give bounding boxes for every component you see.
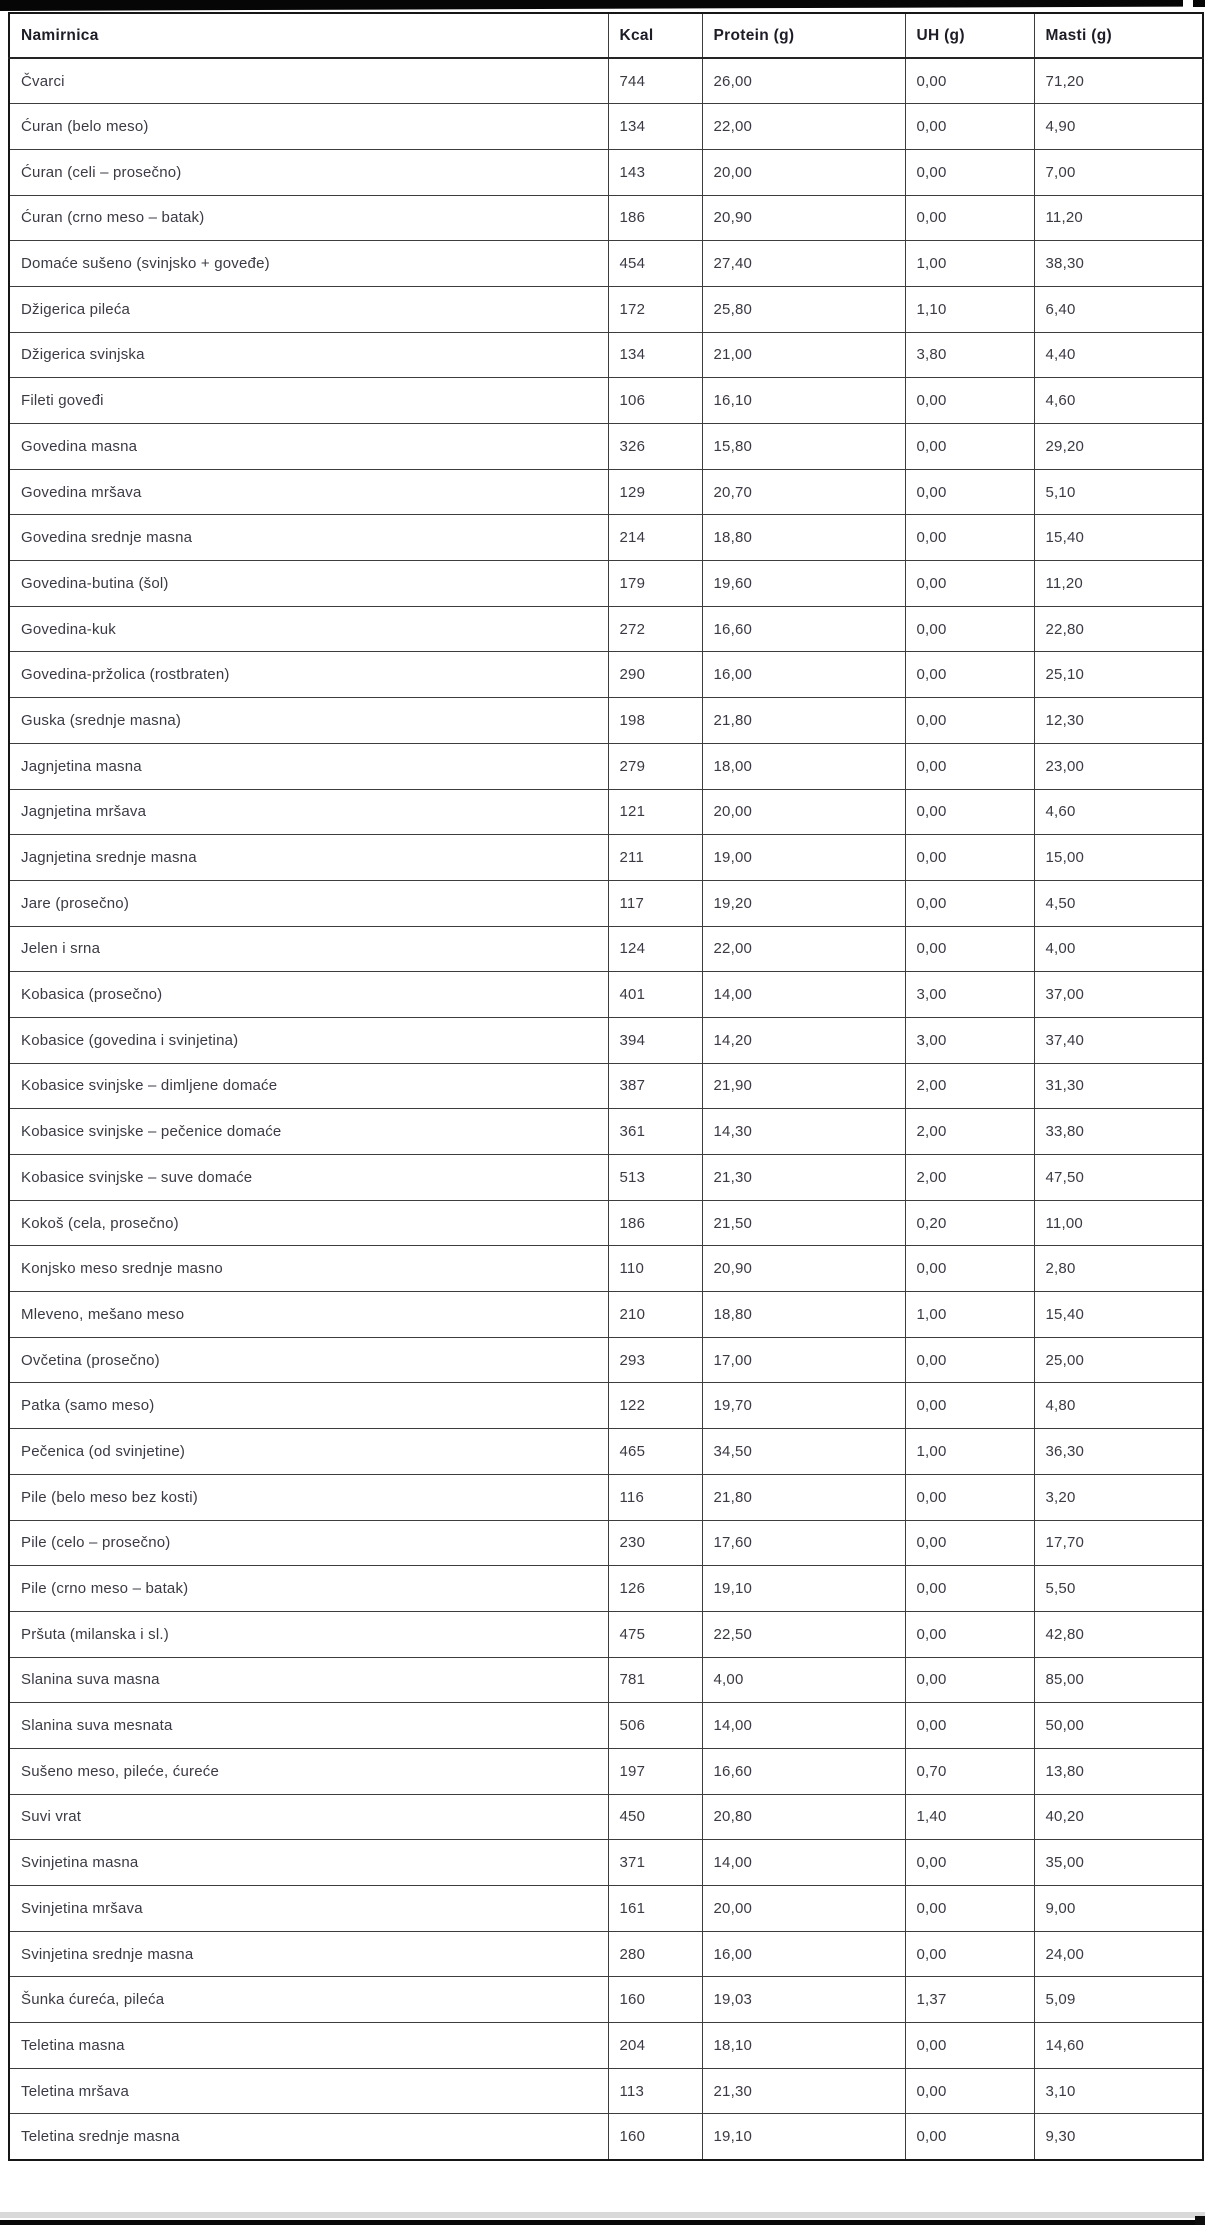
cell-masti: 11,20 [1034, 195, 1203, 241]
table-row [9, 332, 1203, 378]
table-row [9, 424, 1203, 470]
cell-namirnica: Patka (samo meso) [9, 1383, 608, 1429]
cell-masti: 11,00 [1034, 1200, 1203, 1246]
cell-uh: 0,20 [905, 1200, 1034, 1246]
cell-masti: 3,20 [1034, 1474, 1203, 1520]
cell-protein: 34,50 [702, 1429, 905, 1475]
cell-kcal: 113 [608, 2068, 702, 2114]
table-row [9, 58, 1203, 104]
cell-masti: 3,10 [1034, 2068, 1203, 2114]
cell-uh: 0,00 [905, 1337, 1034, 1383]
table-row [9, 1337, 1203, 1383]
table-row [9, 2023, 1203, 2069]
cell-uh: 0,00 [905, 58, 1034, 104]
cell-namirnica: Pršuta (milanska i sl.) [9, 1611, 608, 1657]
column-header-namirnica: Namirnica [9, 13, 608, 58]
cell-uh: 0,00 [905, 789, 1034, 835]
cell-namirnica: Govedina srednje masna [9, 515, 608, 561]
cell-protein: 20,00 [702, 1886, 905, 1932]
cell-namirnica: Ćuran (celi – prosečno) [9, 149, 608, 195]
table-row [9, 1566, 1203, 1612]
table-row [9, 835, 1203, 881]
table-row [9, 1611, 1203, 1657]
cell-uh: 0,00 [905, 149, 1034, 195]
cell-namirnica: Teletina masna [9, 2023, 608, 2069]
table-row [9, 743, 1203, 789]
cell-uh: 0,00 [905, 1566, 1034, 1612]
cell-kcal: 279 [608, 743, 702, 789]
cell-uh: 0,00 [905, 743, 1034, 789]
cell-protein: 22,00 [702, 104, 905, 150]
cell-uh: 0,00 [905, 926, 1034, 972]
cell-protein: 15,80 [702, 424, 905, 470]
cell-uh: 0,00 [905, 1657, 1034, 1703]
cell-kcal: 186 [608, 1200, 702, 1246]
table-row [9, 1794, 1203, 1840]
cell-masti: 71,20 [1034, 58, 1203, 104]
table-row [9, 1520, 1203, 1566]
cell-namirnica: Jagnjetina srednje masna [9, 835, 608, 881]
table-row [9, 1200, 1203, 1246]
table-row [9, 1977, 1203, 2023]
cell-namirnica: Kobasice svinjske – pečenice domaće [9, 1109, 608, 1155]
cell-uh: 2,00 [905, 1063, 1034, 1109]
cell-namirnica: Kobasice svinjske – dimljene domaće [9, 1063, 608, 1109]
cell-protein: 21,50 [702, 1200, 905, 1246]
table-row [9, 789, 1203, 835]
cell-masti: 9,30 [1034, 2114, 1203, 2160]
cell-uh: 0,00 [905, 1611, 1034, 1657]
table-row [9, 1657, 1203, 1703]
cell-uh: 1,00 [905, 1292, 1034, 1338]
cell-protein: 21,90 [702, 1063, 905, 1109]
cell-namirnica: Guska (srednje masna) [9, 698, 608, 744]
cell-uh: 0,00 [905, 1246, 1034, 1292]
cell-uh: 0,00 [905, 1840, 1034, 1886]
cell-kcal: 361 [608, 1109, 702, 1155]
cell-namirnica: Kobasice (govedina i svinjetina) [9, 1017, 608, 1063]
cell-namirnica: Govedina-pržolica (rostbraten) [9, 652, 608, 698]
top-window-edge-bar [0, 0, 1183, 11]
table-row [9, 1155, 1203, 1201]
cell-uh: 0,00 [905, 698, 1034, 744]
cell-masti: 6,40 [1034, 286, 1203, 332]
cell-protein: 21,00 [702, 332, 905, 378]
cell-namirnica: Pile (celo – prosečno) [9, 1520, 608, 1566]
cell-namirnica: Sušeno meso, pileće, ćureće [9, 1748, 608, 1794]
cell-masti: 25,00 [1034, 1337, 1203, 1383]
cell-protein: 20,90 [702, 195, 905, 241]
cell-uh: 0,00 [905, 515, 1034, 561]
cell-masti: 36,30 [1034, 1429, 1203, 1475]
cell-uh: 3,80 [905, 332, 1034, 378]
cell-namirnica: Jelen i srna [9, 926, 608, 972]
cell-namirnica: Svinjetina mršava [9, 1886, 608, 1932]
cell-protein: 19,60 [702, 561, 905, 607]
cell-namirnica: Govedina-butina (šol) [9, 561, 608, 607]
cell-namirnica: Čvarci [9, 58, 608, 104]
cell-masti: 2,80 [1034, 1246, 1203, 1292]
table-row [9, 1383, 1203, 1429]
cell-kcal: 394 [608, 1017, 702, 1063]
cell-namirnica: Kobasica (prosečno) [9, 972, 608, 1018]
cell-uh: 1,10 [905, 286, 1034, 332]
cell-protein: 20,00 [702, 789, 905, 835]
cell-kcal: 121 [608, 789, 702, 835]
table-row [9, 1748, 1203, 1794]
cell-uh: 0,00 [905, 1886, 1034, 1932]
cell-kcal: 513 [608, 1155, 702, 1201]
cell-namirnica: Jagnjetina masna [9, 743, 608, 789]
cell-kcal: 143 [608, 149, 702, 195]
cell-uh: 1,00 [905, 241, 1034, 287]
cell-namirnica: Ovčetina (prosečno) [9, 1337, 608, 1383]
cell-uh: 0,00 [905, 424, 1034, 470]
cell-kcal: 214 [608, 515, 702, 561]
cell-masti: 29,20 [1034, 424, 1203, 470]
cell-namirnica: Govedina masna [9, 424, 608, 470]
table-row [9, 1840, 1203, 1886]
cell-masti: 4,80 [1034, 1383, 1203, 1429]
table-row [9, 926, 1203, 972]
cell-kcal: 186 [608, 195, 702, 241]
cell-masti: 33,80 [1034, 1109, 1203, 1155]
cell-kcal: 230 [608, 1520, 702, 1566]
cell-kcal: 387 [608, 1063, 702, 1109]
cell-uh: 2,00 [905, 1109, 1034, 1155]
cell-kcal: 110 [608, 1246, 702, 1292]
cell-protein: 18,10 [702, 2023, 905, 2069]
cell-namirnica: Džigerica pileća [9, 286, 608, 332]
cell-kcal: 506 [608, 1703, 702, 1749]
cell-protein: 26,00 [702, 58, 905, 104]
cell-protein: 19,03 [702, 1977, 905, 2023]
cell-protein: 20,70 [702, 469, 905, 515]
table-row [9, 1474, 1203, 1520]
cell-kcal: 290 [608, 652, 702, 698]
cell-kcal: 134 [608, 332, 702, 378]
table-row [9, 1429, 1203, 1475]
cell-protein: 20,80 [702, 1794, 905, 1840]
cell-namirnica: Teletina srednje masna [9, 2114, 608, 2160]
cell-protein: 21,30 [702, 1155, 905, 1201]
cell-kcal: 454 [608, 241, 702, 287]
cell-namirnica: Džigerica svinjska [9, 332, 608, 378]
cell-kcal: 210 [608, 1292, 702, 1338]
cell-kcal: 401 [608, 972, 702, 1018]
cell-namirnica: Mleveno, mešano meso [9, 1292, 608, 1338]
cell-kcal: 475 [608, 1611, 702, 1657]
cell-uh: 0,00 [905, 1474, 1034, 1520]
cell-namirnica: Svinjetina srednje masna [9, 1931, 608, 1977]
cell-masti: 4,60 [1034, 789, 1203, 835]
cell-masti: 4,40 [1034, 332, 1203, 378]
table-header-row [9, 13, 1203, 58]
cell-uh: 0,70 [905, 1748, 1034, 1794]
cell-uh: 0,00 [905, 1383, 1034, 1429]
cell-masti: 13,80 [1034, 1748, 1203, 1794]
cell-protein: 18,00 [702, 743, 905, 789]
cell-namirnica: Jagnjetina mršava [9, 789, 608, 835]
cell-namirnica: Suvi vrat [9, 1794, 608, 1840]
cell-uh: 0,00 [905, 2114, 1034, 2160]
cell-protein: 19,70 [702, 1383, 905, 1429]
table-row [9, 2114, 1203, 2160]
cell-protein: 19,10 [702, 1566, 905, 1612]
cell-uh: 2,00 [905, 1155, 1034, 1201]
cell-masti: 4,50 [1034, 880, 1203, 926]
table-row [9, 1931, 1203, 1977]
table-row [9, 149, 1203, 195]
bottom-right-corner-mark [1195, 2216, 1205, 2225]
cell-protein: 16,10 [702, 378, 905, 424]
table-row [9, 515, 1203, 561]
table-row [9, 1886, 1203, 1932]
cell-protein: 17,60 [702, 1520, 905, 1566]
cell-uh: 0,00 [905, 195, 1034, 241]
cell-masti: 15,40 [1034, 1292, 1203, 1338]
cell-uh: 1,40 [905, 1794, 1034, 1840]
table-row [9, 698, 1203, 744]
cell-masti: 42,80 [1034, 1611, 1203, 1657]
cell-uh: 0,00 [905, 1703, 1034, 1749]
cell-masti: 40,20 [1034, 1794, 1203, 1840]
cell-protein: 14,00 [702, 1703, 905, 1749]
cell-kcal: 160 [608, 2114, 702, 2160]
cell-masti: 9,00 [1034, 1886, 1203, 1932]
cell-protein: 25,80 [702, 286, 905, 332]
cell-namirnica: Slanina suva masna [9, 1657, 608, 1703]
table-row [9, 972, 1203, 1018]
cell-uh: 3,00 [905, 1017, 1034, 1063]
cell-protein: 14,00 [702, 972, 905, 1018]
cell-namirnica: Pile (crno meso – batak) [9, 1566, 608, 1612]
cell-uh: 3,00 [905, 972, 1034, 1018]
cell-masti: 7,00 [1034, 149, 1203, 195]
cell-kcal: 371 [608, 1840, 702, 1886]
cell-masti: 23,00 [1034, 743, 1203, 789]
cell-namirnica: Jare (prosečno) [9, 880, 608, 926]
table-row [9, 1017, 1203, 1063]
top-right-corner-mark [1193, 0, 1205, 7]
cell-kcal: 122 [608, 1383, 702, 1429]
cell-masti: 15,40 [1034, 515, 1203, 561]
table-row [9, 1246, 1203, 1292]
cell-namirnica: Kokoš (cela, prosečno) [9, 1200, 608, 1246]
cell-protein: 21,80 [702, 698, 905, 744]
cell-uh: 0,00 [905, 1520, 1034, 1566]
cell-uh: 1,37 [905, 1977, 1034, 2023]
cell-uh: 0,00 [905, 652, 1034, 698]
cell-namirnica: Slanina suva mesnata [9, 1703, 608, 1749]
cell-kcal: 106 [608, 378, 702, 424]
cell-uh: 0,00 [905, 835, 1034, 881]
cell-namirnica: Ćuran (crno meso – batak) [9, 195, 608, 241]
cell-namirnica: Pile (belo meso bez kosti) [9, 1474, 608, 1520]
cell-protein: 18,80 [702, 515, 905, 561]
column-header-uh: UH (g) [905, 13, 1034, 58]
horizontal-scrollbar-track[interactable] [0, 2212, 1205, 2218]
table-row [9, 1063, 1203, 1109]
cell-namirnica: Konjsko meso srednje masno [9, 1246, 608, 1292]
cell-namirnica: Teletina mršava [9, 2068, 608, 2114]
nutrition-table [8, 12, 1204, 2161]
cell-masti: 37,00 [1034, 972, 1203, 1018]
cell-masti: 14,60 [1034, 2023, 1203, 2069]
cell-uh: 0,00 [905, 2068, 1034, 2114]
cell-protein: 19,10 [702, 2114, 905, 2160]
table-row [9, 241, 1203, 287]
table-row [9, 561, 1203, 607]
cell-protein: 18,80 [702, 1292, 905, 1338]
cell-masti: 15,00 [1034, 835, 1203, 881]
cell-kcal: 211 [608, 835, 702, 881]
cell-masti: 31,30 [1034, 1063, 1203, 1109]
cell-masti: 50,00 [1034, 1703, 1203, 1749]
cell-namirnica: Fileti goveđi [9, 378, 608, 424]
cell-protein: 20,90 [702, 1246, 905, 1292]
cell-namirnica: Kobasice svinjske – suve domaće [9, 1155, 608, 1201]
cell-kcal: 465 [608, 1429, 702, 1475]
cell-namirnica: Svinjetina masna [9, 1840, 608, 1886]
cell-kcal: 172 [608, 286, 702, 332]
cell-namirnica: Šunka ćureća, pileća [9, 1977, 608, 2023]
table-row [9, 880, 1203, 926]
cell-masti: 47,50 [1034, 1155, 1203, 1201]
cell-masti: 12,30 [1034, 698, 1203, 744]
cell-kcal: 161 [608, 1886, 702, 1932]
cell-masti: 4,00 [1034, 926, 1203, 972]
cell-kcal: 116 [608, 1474, 702, 1520]
cell-protein: 22,50 [702, 1611, 905, 1657]
cell-protein: 17,00 [702, 1337, 905, 1383]
cell-uh: 0,00 [905, 378, 1034, 424]
cell-uh: 1,00 [905, 1429, 1034, 1475]
cell-kcal: 293 [608, 1337, 702, 1383]
cell-masti: 85,00 [1034, 1657, 1203, 1703]
column-header-masti: Masti (g) [1034, 13, 1203, 58]
cell-protein: 16,60 [702, 606, 905, 652]
cell-kcal: 134 [608, 104, 702, 150]
cell-protein: 16,60 [702, 1748, 905, 1794]
cell-masti: 38,30 [1034, 241, 1203, 287]
cell-kcal: 197 [608, 1748, 702, 1794]
table-row [9, 378, 1203, 424]
cell-masti: 5,09 [1034, 1977, 1203, 2023]
cell-namirnica: Domaće sušeno (svinjsko + goveđe) [9, 241, 608, 287]
cell-masti: 11,20 [1034, 561, 1203, 607]
table-row [9, 652, 1203, 698]
table-row [9, 606, 1203, 652]
cell-masti: 17,70 [1034, 1520, 1203, 1566]
cell-protein: 21,30 [702, 2068, 905, 2114]
cell-uh: 0,00 [905, 1931, 1034, 1977]
cell-masti: 5,10 [1034, 469, 1203, 515]
cell-protein: 27,40 [702, 241, 905, 287]
table-row [9, 1292, 1203, 1338]
cell-kcal: 781 [608, 1657, 702, 1703]
cell-kcal: 450 [608, 1794, 702, 1840]
table-row [9, 469, 1203, 515]
cell-protein: 19,00 [702, 835, 905, 881]
cell-protein: 14,30 [702, 1109, 905, 1155]
bottom-window-edge-bar [0, 2220, 1205, 2225]
cell-uh: 0,00 [905, 469, 1034, 515]
cell-kcal: 198 [608, 698, 702, 744]
cell-masti: 5,50 [1034, 1566, 1203, 1612]
table-row [9, 286, 1203, 332]
cell-masti: 24,00 [1034, 1931, 1203, 1977]
cell-kcal: 129 [608, 469, 702, 515]
cell-uh: 0,00 [905, 104, 1034, 150]
cell-kcal: 179 [608, 561, 702, 607]
table-row [9, 1109, 1203, 1155]
column-header-kcal: Kcal [608, 13, 702, 58]
cell-kcal: 160 [608, 1977, 702, 2023]
cell-protein: 14,00 [702, 1840, 905, 1886]
cell-protein: 16,00 [702, 652, 905, 698]
table-body [9, 58, 1203, 2160]
cell-namirnica: Pečenica (od svinjetine) [9, 1429, 608, 1475]
cell-uh: 0,00 [905, 2023, 1034, 2069]
cell-kcal: 126 [608, 1566, 702, 1612]
table-row [9, 195, 1203, 241]
cell-masti: 25,10 [1034, 652, 1203, 698]
cell-masti: 4,60 [1034, 378, 1203, 424]
table-row [9, 104, 1203, 150]
cell-protein: 22,00 [702, 926, 905, 972]
column-header-protein: Protein (g) [702, 13, 905, 58]
cell-namirnica: Ćuran (belo meso) [9, 104, 608, 150]
cell-masti: 35,00 [1034, 1840, 1203, 1886]
cell-kcal: 326 [608, 424, 702, 470]
cell-protein: 4,00 [702, 1657, 905, 1703]
cell-protein: 14,20 [702, 1017, 905, 1063]
cell-namirnica: Govedina-kuk [9, 606, 608, 652]
cell-kcal: 124 [608, 926, 702, 972]
cell-protein: 16,00 [702, 1931, 905, 1977]
cell-protein: 21,80 [702, 1474, 905, 1520]
cell-kcal: 280 [608, 1931, 702, 1977]
cell-protein: 19,20 [702, 880, 905, 926]
cell-uh: 0,00 [905, 606, 1034, 652]
cell-masti: 37,40 [1034, 1017, 1203, 1063]
cell-kcal: 744 [608, 58, 702, 104]
cell-protein: 20,00 [702, 149, 905, 195]
cell-kcal: 272 [608, 606, 702, 652]
cell-uh: 0,00 [905, 561, 1034, 607]
cell-kcal: 117 [608, 880, 702, 926]
cell-masti: 22,80 [1034, 606, 1203, 652]
table-row [9, 2068, 1203, 2114]
cell-masti: 4,90 [1034, 104, 1203, 150]
cell-uh: 0,00 [905, 880, 1034, 926]
table-header [9, 13, 1203, 58]
cell-kcal: 204 [608, 2023, 702, 2069]
table-row [9, 1703, 1203, 1749]
cell-namirnica: Govedina mršava [9, 469, 608, 515]
